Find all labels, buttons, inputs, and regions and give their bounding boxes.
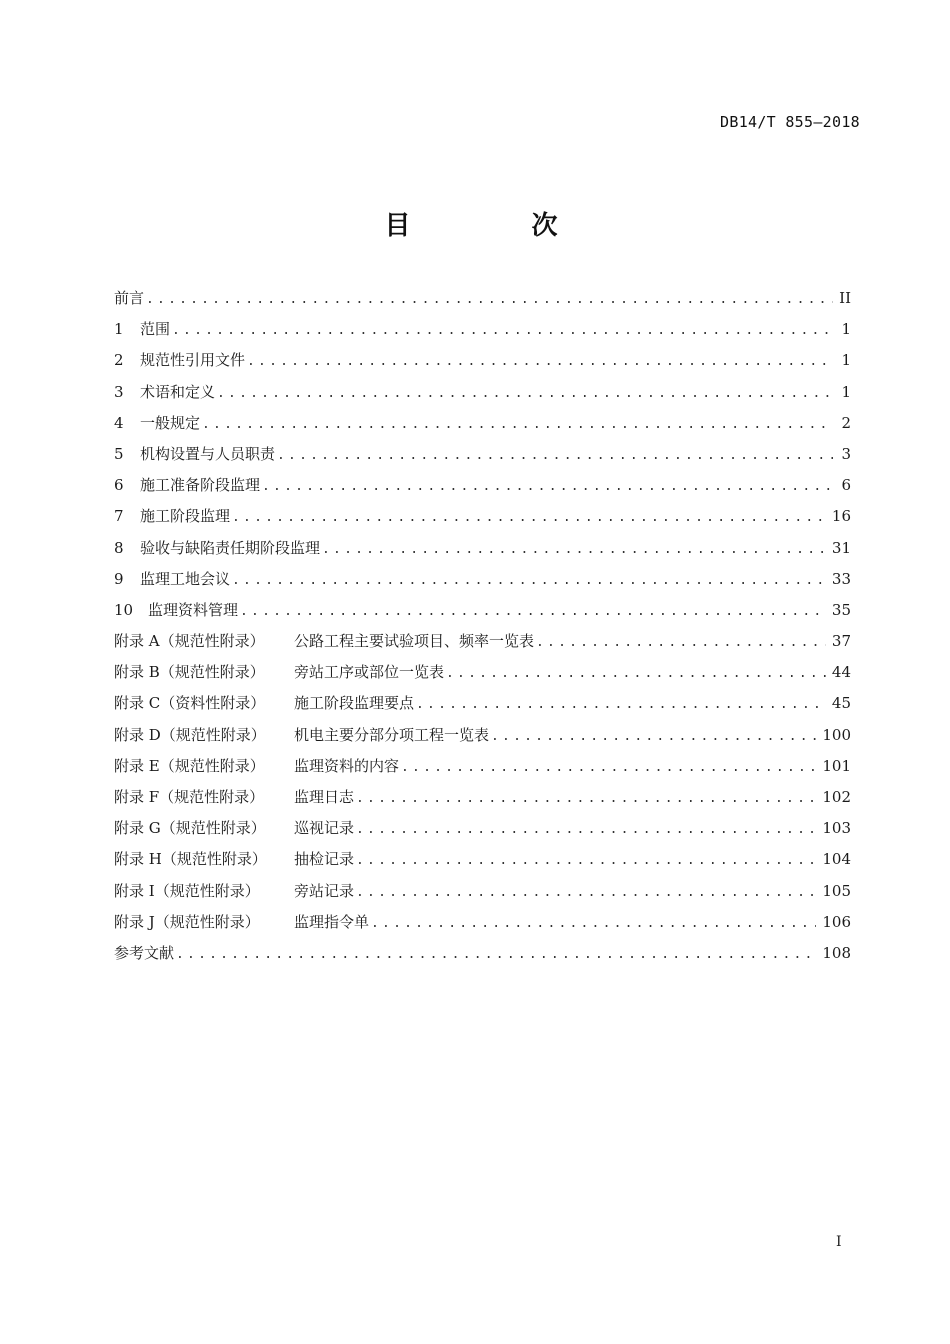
toc-entry-page: 101	[822, 756, 851, 775]
toc-entry-title: 监理资料管理	[148, 600, 239, 619]
dot-leader	[217, 378, 833, 408]
dot-leader	[416, 689, 826, 719]
toc-entry-title: 前言	[114, 289, 145, 307]
toc-entry-title: 参考文献	[114, 943, 175, 962]
toc-entry-page: 102	[822, 788, 851, 806]
toc-entry-records-management[interactable]	[114, 595, 851, 626]
toc-entry-number: 10	[114, 600, 134, 619]
table-of-contents	[114, 283, 851, 969]
dot-leader	[172, 315, 833, 345]
toc-entry-page: 31	[831, 538, 851, 557]
toc-entry-title: 施工准备阶段监理	[140, 476, 261, 495]
toc-entry-annex-i[interactable]	[114, 876, 851, 907]
toc-entry-title: 监理工地会议	[140, 569, 231, 588]
page-title: 目 次	[384, 211, 614, 241]
toc-entry-normative-references[interactable]	[114, 345, 851, 376]
toc-entry-page: 105	[822, 881, 851, 900]
toc-entry-title: 抽检记录	[294, 850, 355, 869]
toc-entry-title: 施工阶段监理要点	[294, 694, 415, 713]
toc-entry-annex-d[interactable]	[114, 720, 851, 751]
toc-entry-number: 1	[114, 320, 124, 339]
dot-leader	[356, 845, 816, 875]
toc-entry-page: 104	[822, 850, 851, 869]
toc-entry-page: 6	[841, 476, 851, 495]
dot-leader	[356, 783, 816, 813]
toc-entry-page: 2	[841, 413, 851, 432]
toc-entry-title: 施工阶段监理	[140, 507, 231, 526]
toc-entry-title: 机构设置与人员职责	[140, 444, 276, 463]
toc-entry-scope[interactable]	[114, 314, 851, 345]
dot-leader	[401, 752, 816, 782]
toc-entry-construction-stage[interactable]	[114, 501, 851, 532]
dot-leader	[176, 939, 816, 969]
toc-entry-number: 9	[114, 569, 124, 588]
dot-leader	[371, 908, 816, 938]
toc-entry-title: 一般规定	[140, 413, 201, 432]
dot-leader	[202, 409, 833, 439]
toc-entry-foreword[interactable]	[114, 283, 851, 314]
toc-annex-label: 附录 H（规范性附录）	[114, 850, 267, 869]
toc-entry-page: 108	[822, 943, 851, 962]
page-number: I	[836, 1234, 842, 1250]
toc-entry-title: 旁站工序或部位一览表	[294, 663, 445, 682]
toc-annex-label: 附录 C（资料性附录）	[114, 694, 266, 713]
dot-leader	[446, 658, 826, 688]
toc-annex-label: 附录 E（规范性附录）	[114, 756, 265, 775]
toc-entry-number: 2	[114, 351, 124, 370]
toc-entry-general-provisions[interactable]	[114, 408, 851, 439]
toc-annex-label: 附录 A（规范性附录）	[114, 632, 265, 651]
toc-entry-page: 106	[822, 912, 851, 931]
dot-leader	[240, 596, 826, 626]
toc-entry-page: 1	[841, 351, 851, 370]
dot-leader	[262, 471, 833, 501]
toc-annex-label: 附录 I（规范性附录）	[114, 881, 260, 900]
toc-entry-annex-g[interactable]	[114, 813, 851, 844]
toc-entry-acceptance-stage[interactable]	[114, 533, 851, 564]
toc-entry-title: 公路工程主要试验项目、频率一览表	[294, 632, 535, 651]
toc-entry-page: 45	[831, 694, 851, 713]
toc-entry-page: II	[839, 289, 851, 307]
toc-entry-page: 3	[841, 444, 851, 463]
toc-entry-title: 规范性引用文件	[140, 351, 246, 370]
toc-entry-annex-b[interactable]	[114, 657, 851, 688]
dot-leader	[277, 440, 833, 470]
toc-entry-annex-c[interactable]	[114, 688, 851, 719]
dot-leader	[322, 534, 826, 564]
toc-entry-preparation-stage[interactable]	[114, 470, 851, 501]
toc-entry-number: 5	[114, 444, 124, 463]
toc-entry-title: 旁站记录	[294, 881, 355, 900]
toc-entry-annex-a[interactable]	[114, 626, 851, 657]
toc-entry-page: 44	[831, 663, 851, 682]
dot-leader	[491, 721, 816, 751]
toc-annex-label: 附录 G（规范性附录）	[114, 819, 266, 838]
toc-annex-label: 附录 D（规范性附录）	[114, 725, 266, 744]
dot-leader	[232, 502, 826, 532]
toc-entry-title: 监理指令单	[294, 912, 370, 931]
toc-entry-annex-h[interactable]	[114, 844, 851, 875]
toc-entry-page: 103	[822, 819, 851, 838]
toc-entry-page: 1	[841, 320, 851, 339]
toc-entry-annex-e[interactable]	[114, 751, 851, 782]
toc-entry-site-meetings[interactable]	[114, 564, 851, 595]
dot-leader	[232, 565, 826, 595]
toc-entry-page: 37	[831, 632, 851, 651]
toc-entry-title: 巡视记录	[294, 819, 355, 838]
document-code: DB14/T 855—2018	[720, 113, 860, 131]
dot-leader	[536, 627, 826, 657]
dot-leader	[247, 346, 833, 376]
toc-entry-title: 监理资料的内容	[294, 756, 400, 775]
toc-entry-number: 4	[114, 413, 124, 432]
dot-leader	[356, 814, 816, 844]
toc-entry-number: 6	[114, 476, 124, 495]
toc-annex-label: 附录 J（规范性附录）	[114, 912, 260, 931]
toc-entry-page: 1	[841, 382, 851, 401]
toc-entry-page: 16	[831, 507, 851, 526]
toc-entry-title: 术语和定义	[140, 382, 216, 401]
toc-entry-page: 100	[822, 725, 851, 744]
toc-entry-page: 33	[831, 569, 851, 588]
toc-entry-number: 7	[114, 507, 124, 526]
toc-entry-number: 8	[114, 538, 124, 557]
toc-entry-bibliography[interactable]	[114, 938, 851, 969]
toc-entry-title: 范围	[140, 320, 171, 339]
dot-leader	[146, 284, 833, 314]
toc-annex-label: 附录 B（规范性附录）	[114, 663, 265, 682]
toc-entry-page: 35	[831, 600, 851, 619]
toc-entry-terms-definitions[interactable]	[114, 377, 851, 408]
toc-entry-title: 机电主要分部分项工程一览表	[294, 725, 490, 744]
toc-annex-label: 附录 F（规范性附录）	[114, 788, 265, 806]
toc-entry-title: 监理日志	[294, 788, 355, 806]
toc-entry-annex-j[interactable]	[114, 907, 851, 938]
toc-entry-title: 验收与缺陷责任期阶段监理	[140, 538, 321, 557]
toc-entry-annex-f[interactable]	[114, 782, 851, 813]
toc-entry-organization[interactable]	[114, 439, 851, 470]
toc-entry-number: 3	[114, 382, 124, 401]
dot-leader	[356, 877, 816, 907]
